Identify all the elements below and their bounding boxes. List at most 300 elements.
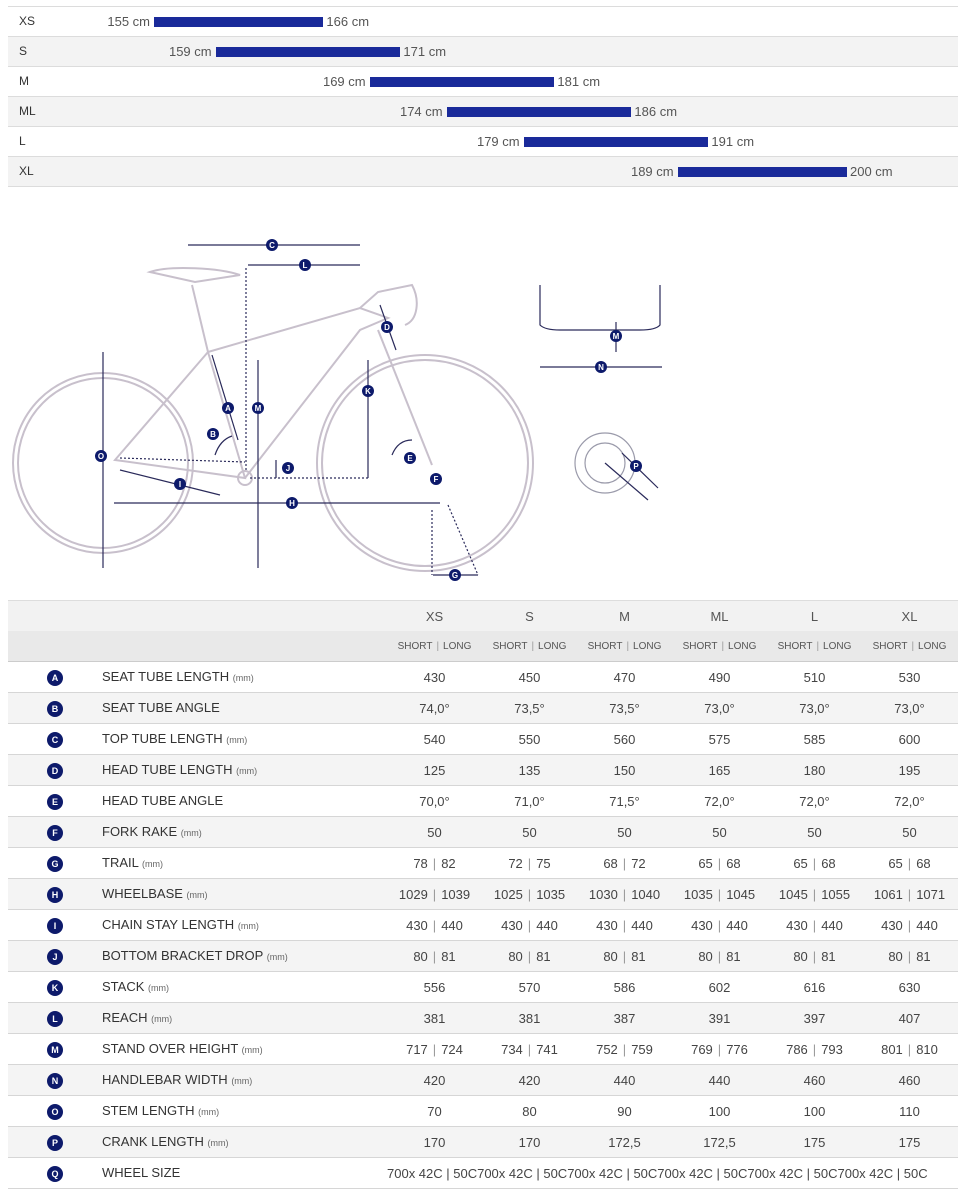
table-cell: 72,0° <box>704 794 735 809</box>
row-label <box>102 793 223 808</box>
range-max-label: 166 cm <box>326 14 370 29</box>
table-cell: 490 <box>708 670 731 685</box>
table-cell: 100 <box>803 1104 826 1119</box>
table-row <box>8 662 958 693</box>
separator: | <box>907 949 912 964</box>
table-row <box>8 1034 958 1065</box>
marker-d: D <box>384 323 390 332</box>
long-value: 81 <box>536 949 551 964</box>
row-badge: B <box>47 701 63 717</box>
table-cell <box>387 856 482 871</box>
long-value: 1055 <box>821 887 851 902</box>
long-label: LONG <box>633 641 662 652</box>
long-value: 72 <box>631 856 646 871</box>
saddle <box>150 268 240 282</box>
marker-m: M <box>254 404 262 413</box>
range-bar <box>678 167 847 177</box>
table-cell: 175 <box>898 1135 921 1150</box>
table-row <box>8 724 958 755</box>
long-value: 1071 <box>916 887 946 902</box>
table-cell <box>577 949 672 964</box>
row-badge: C <box>47 732 63 748</box>
short-value: 68 <box>603 856 618 871</box>
short-value: 734 <box>501 1042 523 1057</box>
row-label-text: TOP TUBE LENGTH <box>102 731 223 746</box>
row-badge: D <box>47 763 63 779</box>
table-cell <box>862 887 957 902</box>
long-value: 68 <box>726 856 741 871</box>
table-sub-header <box>8 631 958 662</box>
size-name: XS <box>19 14 36 28</box>
long-value: 440 <box>916 918 938 933</box>
range-min-label: 189 cm <box>630 164 674 179</box>
table-cell <box>862 1042 957 1057</box>
column-subheader <box>387 641 482 652</box>
row-label <box>102 1041 263 1056</box>
row-unit: (mm) <box>148 983 170 993</box>
row-label <box>102 762 257 777</box>
range-min-label: 179 cm <box>476 134 520 149</box>
separator: | <box>911 641 915 652</box>
short-value: 717 <box>406 1042 428 1057</box>
long-value: 440 <box>726 918 748 933</box>
separator: | <box>527 887 532 902</box>
table-cell: 602 <box>708 980 731 995</box>
separator: | <box>622 1042 627 1057</box>
short-value: 430 <box>881 918 903 933</box>
table-cell: 180 <box>803 763 826 778</box>
short-value: 430 <box>691 918 713 933</box>
table-cell: 470 <box>613 670 636 685</box>
separator: | <box>527 949 532 964</box>
column-subheader <box>862 641 957 652</box>
short-value: 80 <box>413 949 428 964</box>
size-name: ML <box>19 104 36 118</box>
geometry-diagram <box>0 200 700 590</box>
range-max-label: 186 cm <box>634 104 678 119</box>
row-unit: (mm) <box>198 1107 220 1117</box>
column-header-m: M <box>619 609 630 624</box>
separator: | <box>907 918 912 933</box>
separator: | <box>622 918 627 933</box>
table-row <box>8 1158 958 1189</box>
table-cell <box>767 887 862 902</box>
row-unit: (mm) <box>232 673 254 683</box>
separator: | <box>622 887 627 902</box>
separator: | <box>717 1042 722 1057</box>
table-cell: 556 <box>423 980 446 995</box>
table-cell <box>482 918 577 933</box>
table-cell: 570 <box>518 980 541 995</box>
table-cell: 440 <box>708 1073 731 1088</box>
row-label-text: WHEELBASE <box>102 886 183 901</box>
separator: | <box>432 918 437 933</box>
table-cell <box>767 856 862 871</box>
marker-f: F <box>433 475 439 484</box>
row-unit: (mm) <box>151 1014 173 1024</box>
separator: | <box>721 641 725 652</box>
table-cell: 586 <box>613 980 636 995</box>
table-row <box>8 817 958 848</box>
range-bar <box>216 47 401 57</box>
table-row <box>8 693 958 724</box>
size-row <box>8 127 958 157</box>
row-label-text: HANDLEBAR WIDTH <box>102 1072 228 1087</box>
row-unit: (mm) <box>186 890 208 900</box>
table-cell: 460 <box>898 1073 921 1088</box>
size-name: L <box>19 134 26 148</box>
row-label <box>102 700 220 715</box>
size-name: S <box>19 44 28 58</box>
long-value: 810 <box>916 1042 938 1057</box>
fork <box>378 330 432 465</box>
short-label: SHORT <box>777 641 813 652</box>
separator: | <box>812 949 817 964</box>
marker-l: L <box>302 261 308 270</box>
table-cell: 440 <box>613 1073 636 1088</box>
row-label <box>102 669 254 684</box>
table-cell <box>482 856 577 871</box>
row-label <box>102 1072 252 1087</box>
table-cell: 170 <box>518 1135 541 1150</box>
row-label-text: TRAIL <box>102 855 139 870</box>
table-row <box>8 848 958 879</box>
short-value: 430 <box>406 918 428 933</box>
table-cell: 397 <box>803 1011 826 1026</box>
table-cell: 560 <box>613 732 636 747</box>
separator: | <box>622 856 627 871</box>
table-cell: 72,0° <box>799 794 830 809</box>
short-value: 1035 <box>683 887 713 902</box>
table-cell <box>387 1042 482 1057</box>
row-badge: G <box>47 856 63 872</box>
long-label: LONG <box>443 641 472 652</box>
short-value: 80 <box>793 949 808 964</box>
table-cell <box>482 887 577 902</box>
table-size-header <box>8 600 958 631</box>
table-cell <box>862 856 957 871</box>
table-row <box>8 1096 958 1127</box>
row-label-text: CRANK LENGTH <box>102 1134 204 1149</box>
size-row <box>8 67 958 97</box>
table-cell: 616 <box>803 980 826 995</box>
table-row <box>8 879 958 910</box>
long-value: 1035 <box>536 887 566 902</box>
short-value: 801 <box>881 1042 903 1057</box>
row-badge: O <box>47 1104 63 1120</box>
table-cell <box>577 887 672 902</box>
row-label-text: SEAT TUBE ANGLE <box>102 700 220 715</box>
marker-k: K <box>365 387 371 396</box>
long-value: 1045 <box>726 887 756 902</box>
table-row <box>8 1127 958 1158</box>
short-value: 65 <box>793 856 808 871</box>
row-label-text: BOTTOM BRACKET DROP <box>102 948 264 963</box>
separator: | <box>436 641 440 652</box>
table-cell: 72,0° <box>894 794 925 809</box>
row-label <box>102 1010 172 1025</box>
table-cell: 550 <box>518 732 541 747</box>
row-badge: F <box>47 825 63 841</box>
separator: | <box>432 856 437 871</box>
short-value: 1030 <box>588 887 618 902</box>
separator: | <box>717 887 722 902</box>
table-cell: 70,0° <box>419 794 450 809</box>
table-cell: 50 <box>617 825 632 840</box>
row-label-text: HEAD TUBE LENGTH <box>102 762 233 777</box>
table-cell: 540 <box>423 732 446 747</box>
table-row <box>8 786 958 817</box>
table-cell: 50 <box>902 825 917 840</box>
table-body <box>8 662 958 1189</box>
row-label-text: HEAD TUBE ANGLE <box>102 793 224 808</box>
table-cell: 175 <box>803 1135 826 1150</box>
table-cell: 585 <box>803 732 826 747</box>
row-badge: K <box>47 980 63 996</box>
long-value: 82 <box>441 856 456 871</box>
marker-c: C <box>269 241 275 250</box>
table-cell: 630 <box>898 980 921 995</box>
short-value: 1061 <box>873 887 903 902</box>
table-cell <box>387 949 482 964</box>
short-label: SHORT <box>682 641 718 652</box>
column-header-s: S <box>525 609 534 624</box>
separator: | <box>812 918 817 933</box>
row-unit: (mm) <box>180 828 202 838</box>
short-value: 1045 <box>778 887 808 902</box>
separator: | <box>717 856 722 871</box>
front-wheel <box>317 355 533 571</box>
separator: | <box>527 918 532 933</box>
row-label <box>102 1103 219 1118</box>
table-cell: 381 <box>518 1011 541 1026</box>
long-value: 724 <box>441 1042 463 1057</box>
table-cell <box>767 1042 862 1057</box>
marker-o: M <box>612 332 620 341</box>
table-cell <box>672 918 767 933</box>
table-cell: 407 <box>898 1011 921 1026</box>
table-cell: 460 <box>803 1073 826 1088</box>
size-name: XL <box>19 164 34 178</box>
long-value: 440 <box>821 918 843 933</box>
table-cell: 420 <box>423 1073 446 1088</box>
row-label <box>102 855 163 870</box>
long-value: 1040 <box>631 887 661 902</box>
row-unit: (mm) <box>231 1076 253 1086</box>
table-cell: 172,5 <box>703 1135 736 1150</box>
table-cell <box>577 1042 672 1057</box>
size-name: M <box>19 74 29 88</box>
short-value: 78 <box>413 856 428 871</box>
short-value: 80 <box>888 949 903 964</box>
table-cell: 420 <box>518 1073 541 1088</box>
row-label <box>102 824 202 839</box>
table-cell: 165 <box>708 763 731 778</box>
short-value: 72 <box>508 856 523 871</box>
range-min-label: 174 cm <box>399 104 443 119</box>
long-value: 81 <box>631 949 646 964</box>
range-min-label: 159 cm <box>168 44 212 59</box>
long-value: 68 <box>821 856 836 871</box>
row-label <box>102 979 169 994</box>
row-label-text: STEM LENGTH <box>102 1103 195 1118</box>
marker-n: N <box>598 363 604 372</box>
separator: | <box>816 641 820 652</box>
table-row <box>8 972 958 1003</box>
row-label <box>102 886 208 901</box>
table-cell: 150 <box>613 763 636 778</box>
table-cell: 430 <box>423 670 446 685</box>
short-value: 80 <box>603 949 618 964</box>
table-cell: 50 <box>522 825 537 840</box>
table-cell: 74,0° <box>419 701 450 716</box>
long-label: LONG <box>538 641 567 652</box>
table-cell <box>482 949 577 964</box>
table-cell: 50 <box>712 825 727 840</box>
table-cell: 50 <box>427 825 442 840</box>
table-row <box>8 1065 958 1096</box>
table-cell: 575 <box>708 732 731 747</box>
long-label: LONG <box>823 641 852 652</box>
separator: | <box>527 1042 532 1057</box>
short-value: 65 <box>888 856 903 871</box>
short-value: 430 <box>501 918 523 933</box>
table-cell: 70 <box>427 1104 442 1119</box>
row-badge: H <box>47 887 63 903</box>
long-value: 440 <box>631 918 653 933</box>
row-badge: E <box>47 794 63 810</box>
table-cell: 50 <box>807 825 822 840</box>
long-value: 81 <box>821 949 836 964</box>
table-cell: 80 <box>522 1104 537 1119</box>
marker-e: E <box>407 454 413 463</box>
long-value: 440 <box>441 918 463 933</box>
column-header-ml: ML <box>710 609 729 624</box>
table-cell: 387 <box>613 1011 636 1026</box>
marker-j: J <box>285 464 291 473</box>
long-label: LONG <box>728 641 757 652</box>
table-cell: 90 <box>617 1104 632 1119</box>
row-label <box>102 1134 228 1149</box>
table-row <box>8 1003 958 1034</box>
long-value: 776 <box>726 1042 748 1057</box>
size-row <box>8 157 958 187</box>
row-label-text: FORK RAKE <box>102 824 178 839</box>
short-label: SHORT <box>872 641 908 652</box>
short-value: 769 <box>691 1042 713 1057</box>
row-badge: P <box>47 1135 63 1151</box>
range-max-label: 200 cm <box>850 164 893 179</box>
short-value: 752 <box>596 1042 618 1057</box>
marker-g: G <box>451 571 459 580</box>
long-value: 68 <box>916 856 931 871</box>
table-cell <box>387 918 482 933</box>
main-frame <box>208 308 388 478</box>
row-unit: (mm) <box>141 859 163 869</box>
table-row <box>8 910 958 941</box>
separator: | <box>432 887 437 902</box>
short-value: 430 <box>786 918 808 933</box>
table-row <box>8 941 958 972</box>
table-cell: 172,5 <box>608 1135 641 1150</box>
table-cell: 510 <box>803 670 826 685</box>
table-cell: 73,5° <box>514 701 545 716</box>
size-range-chart <box>8 6 958 187</box>
table-cell: 195 <box>898 763 921 778</box>
table-cell: 600 <box>898 732 921 747</box>
row-unit: (mm) <box>226 735 248 745</box>
row-label-text: WHEEL SIZE <box>102 1165 181 1180</box>
separator: | <box>812 856 817 871</box>
separator: | <box>717 949 722 964</box>
short-value: 1025 <box>493 887 523 902</box>
table-cell: 73,0° <box>894 701 925 716</box>
short-value: 786 <box>786 1042 808 1057</box>
separator: | <box>907 1042 912 1057</box>
table-cell: 73,0° <box>704 701 735 716</box>
table-cell <box>672 949 767 964</box>
table-cell <box>767 918 862 933</box>
table-cell <box>672 856 767 871</box>
long-value: 759 <box>631 1042 653 1057</box>
size-row <box>8 97 958 127</box>
separator: | <box>622 949 627 964</box>
marker-h: H <box>289 499 295 508</box>
short-value: 80 <box>508 949 523 964</box>
table-cell: 73,0° <box>799 701 830 716</box>
wheel-size-value: 700x 42C | 50C700x 42C | 50C700x 42C | 50C700x 42C | 50C700x 42C | 50C700x 42C | 50C <box>387 1166 928 1181</box>
short-value: 430 <box>596 918 618 933</box>
table-cell <box>387 887 482 902</box>
separator: | <box>432 1042 437 1057</box>
table-cell <box>672 1042 767 1057</box>
range-min-label: 169 cm <box>322 74 366 89</box>
row-badge: A <box>47 670 63 686</box>
long-label: LONG <box>918 641 947 652</box>
long-value: 741 <box>536 1042 558 1057</box>
separator: | <box>812 1042 817 1057</box>
range-min-label: 155 cm <box>107 14 150 29</box>
separator: | <box>907 856 912 871</box>
long-value: 81 <box>441 949 456 964</box>
range-bar <box>447 107 632 117</box>
separator: | <box>812 887 817 902</box>
table-cell <box>672 887 767 902</box>
table-row <box>8 755 958 786</box>
range-max-label: 171 cm <box>403 44 447 59</box>
separator: | <box>907 887 912 902</box>
table-cell: 71,0° <box>514 794 545 809</box>
long-value: 75 <box>536 856 551 871</box>
row-label <box>102 731 247 746</box>
size-row <box>8 37 958 67</box>
separator: | <box>527 856 532 871</box>
long-value: 81 <box>726 949 741 964</box>
table-cell: 450 <box>518 670 541 685</box>
row-label-text: STACK <box>102 979 145 994</box>
short-label: SHORT <box>397 641 433 652</box>
column-subheader <box>577 641 672 652</box>
row-label-text: STAND OVER HEIGHT <box>102 1041 239 1056</box>
marker-a: A <box>225 404 231 413</box>
column-header-xl: XL <box>901 609 918 624</box>
geometry-table <box>8 600 958 1189</box>
table-cell <box>767 949 862 964</box>
table-cell <box>862 949 957 964</box>
row-unit: (mm) <box>207 1138 229 1148</box>
column-subheader <box>482 641 577 652</box>
column-subheader <box>767 641 862 652</box>
